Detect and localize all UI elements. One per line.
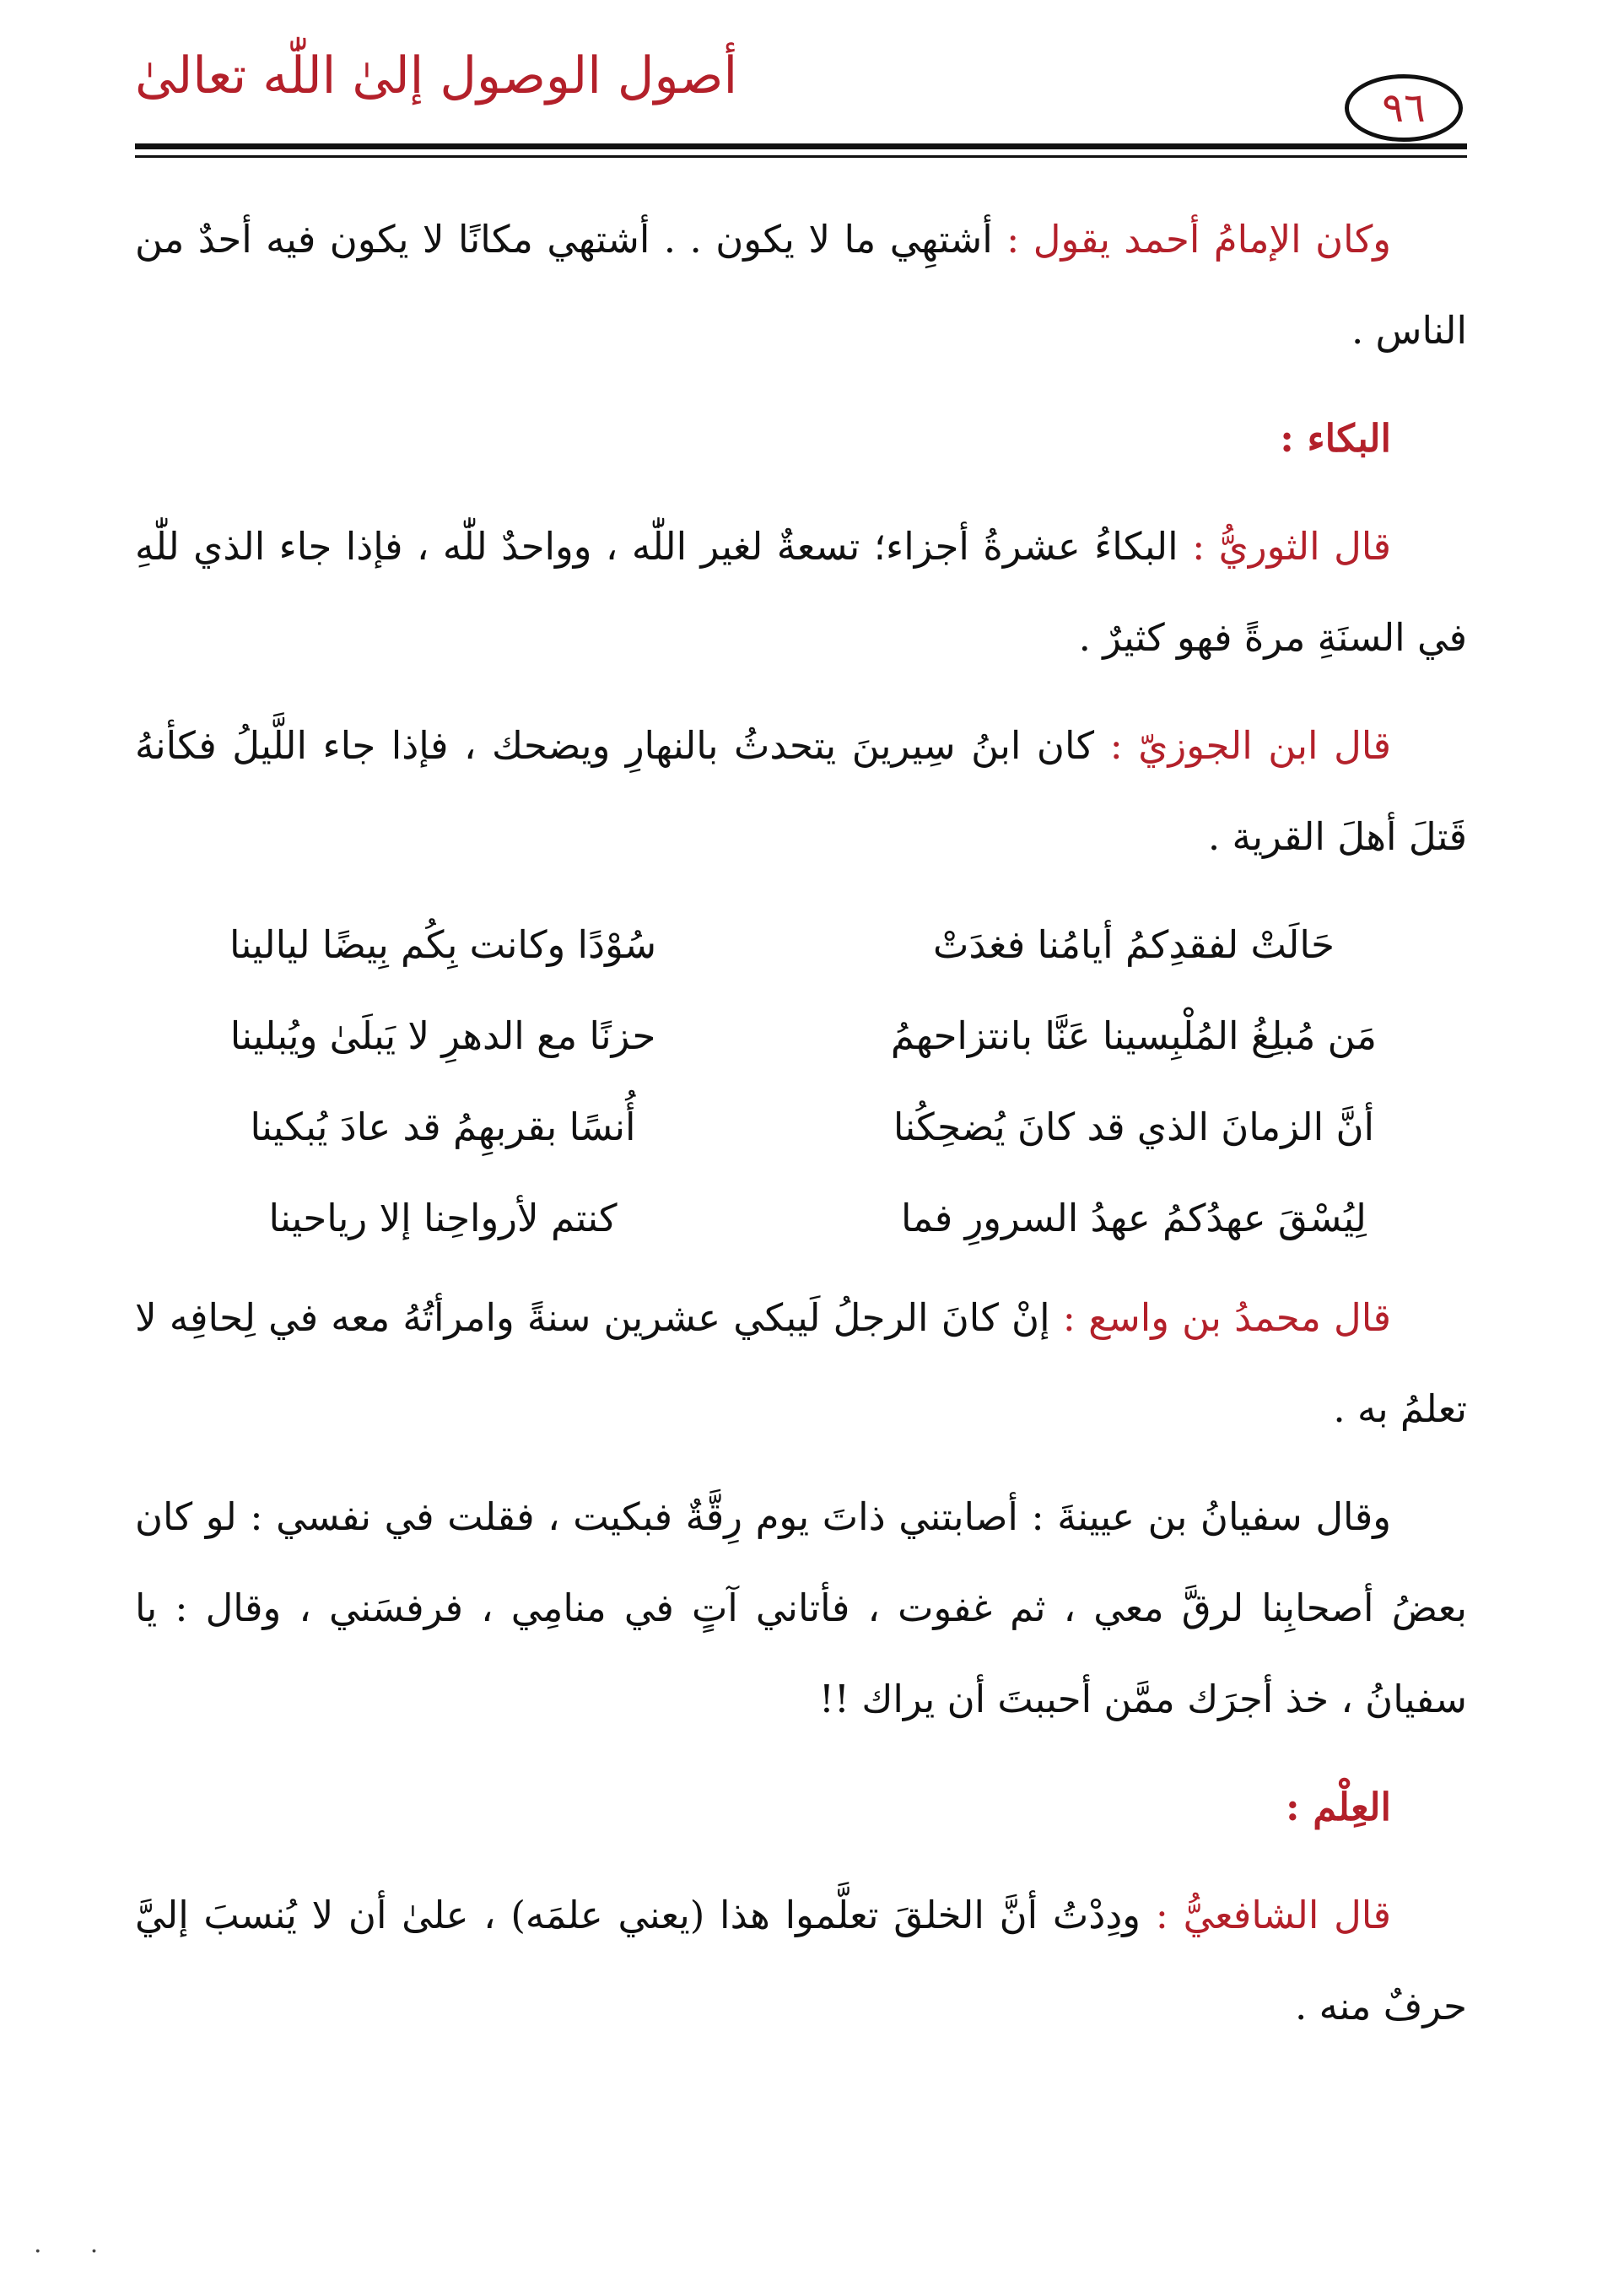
- speaker-label: قال محمدُ بن واسع :: [1062, 1295, 1391, 1340]
- paragraph-sufyan: [135, 1472, 1467, 1745]
- speaker-label: قال الثوريُّ :: [1192, 524, 1391, 569]
- page-body: [135, 194, 1467, 2069]
- paragraph-thawri: [135, 501, 1467, 683]
- speaker-label: قال الشافعيُّ :: [1155, 1893, 1392, 1937]
- paragraph-text: إنْ كانَ الرجلُ لَيبكي عشرين سنةً وامرأتُهُ معه في لِحافِه لا تعلمُ به .: [135, 1295, 1467, 1431]
- poem-verse: [135, 899, 1467, 991]
- page-number-badge: [1345, 74, 1463, 142]
- paragraph-text: كان ابنُ سِيرينَ يتحدثُ بالنهارِ ويضحك ، فإذا جاء اللَّيلُ فكأنهُ قَتلَ أهلَ القرية .: [135, 723, 1467, 859]
- verse-first-hemistich: لِيُسْقَ عهدُكمُ عهدُ السرورِ فما: [901, 1196, 1367, 1240]
- poem-verse: [135, 1173, 1467, 1264]
- verse-second-hemistich: حزنًا مع الدهرِ لا يَبلَىٰ ويُبلينا: [229, 1013, 656, 1058]
- verse-second-hemistich: أُنسًا بقربهِمُ قد عادَ يُبكينا: [250, 1105, 636, 1149]
- paragraph-shafii: [135, 1870, 1467, 2052]
- section-heading-crying: البكاء :: [1280, 416, 1391, 461]
- poem: [135, 899, 1467, 1264]
- verse-second-hemistich: سُوْدًا وكانت بِكُم بِيضًا ليالينا: [229, 922, 657, 967]
- paragraph-text: أشتهِي ما لا يكون . . أشتهي مكانًا لا يكون فيه أحدٌ من الناس .: [135, 217, 1467, 353]
- section-heading-knowledge: العِلْم :: [1285, 1785, 1391, 1829]
- verse-second-hemistich: كنتم لأرواحِنا إلا رياحينا: [268, 1196, 618, 1240]
- speaker-label: وكان الإمامُ أحمد يقول :: [1006, 217, 1391, 262]
- header-rule-thick: [135, 143, 1467, 149]
- poem-verse: [135, 1082, 1467, 1173]
- paragraph-ibn-jawzi: [135, 700, 1467, 883]
- paragraph-text: ودِدْتُ أنَّ الخلقَ تعلَّموا هذا (يعني علمَه) ، علىٰ أن لا يُنسبَ إليَّ حرفٌ منه .: [135, 1893, 1467, 2029]
- verse-first-hemistich: أنَّ الزمانَ الذي قد كانَ يُضحِكُنا: [893, 1105, 1375, 1149]
- verse-first-hemistich: مَن مُبلِغُ المُلْبِسينا عَنَّا بانتزاحهمُ: [890, 1013, 1378, 1058]
- scan-marks: · ·: [34, 2237, 99, 2266]
- paragraph-ibn-wasi: [135, 1272, 1467, 1455]
- speaker-label: قال ابن الجوزيّ :: [1109, 723, 1391, 768]
- page-number: ٩٦: [1382, 84, 1426, 132]
- paragraph-text: وقال سفيانُ بن عيينةَ : أصابتني ذاتَ يوم رِقَّةٌ فبكيت ، فقلت في نفسي : لو كان بعضُ أصحابِنا لرقَّ معي ، ثم غفوت ، فأتاني آتٍ في منامِي ، فرفسَني ، وقال : يا سفيانُ ، خذ أجرَك ممَّن أحببتَ أن يراك !!: [135, 1494, 1467, 1721]
- header-rule-thin: [135, 155, 1467, 158]
- paragraph-text: البكاءُ عشرةُ أجزاء؛ تسعةٌ لغير اللّٰه ، وواحدٌ للّٰه ، فإذا جاء الذي للّٰهِ في السنَةِ مرةً فهو كثيرٌ .: [135, 524, 1467, 660]
- running-title: أصول الوصول إلىٰ اللّٰه تعالىٰ: [135, 46, 738, 105]
- paragraph-ahmad: [135, 194, 1467, 376]
- poem-verse: [135, 991, 1467, 1082]
- verse-first-hemistich: حَالَتْ لفقدِكمُ أيامُنا فغدَتْ: [933, 922, 1335, 967]
